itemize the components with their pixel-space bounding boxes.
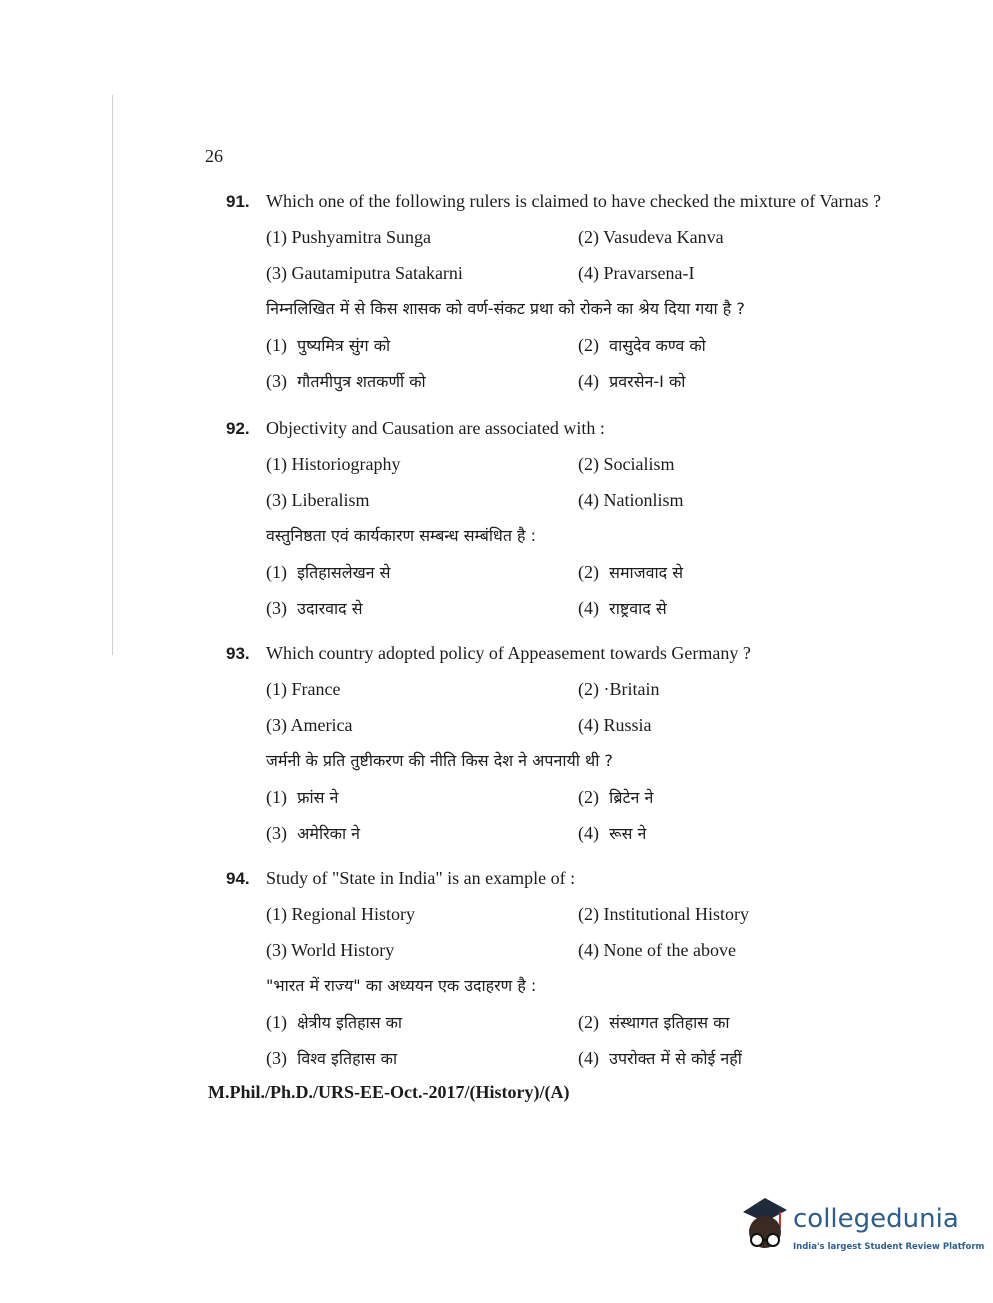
hindi-option-text: वासुदेव कण्व को — [609, 336, 706, 355]
hindi-option-text: गौतमीपुत्र शतकर्णी को — [297, 372, 426, 391]
hindi-option-2 — [578, 327, 706, 364]
logo-tagline: India's largest Student Review Platform — [793, 1242, 985, 1252]
option-4: (4) Russia — [578, 715, 652, 735]
question-91 — [226, 183, 926, 399]
hindi-option-text: उपरोक्त में से कोई नहीं — [609, 1049, 742, 1068]
option-1: (1) France — [266, 679, 341, 699]
hindi-option-text: प्रवरसेन-I को — [609, 372, 686, 391]
hindi-option-2 — [578, 554, 683, 591]
hindi-option-1 — [266, 327, 390, 364]
hindi-option-text: संस्थागत इतिहास का — [609, 1013, 730, 1032]
option-2: (2) Institutional History — [578, 904, 749, 924]
option-number: (2) — [578, 335, 599, 355]
question-text: Objectivity and Causation are associated with : — [266, 418, 605, 438]
hindi-option-4 — [578, 363, 685, 400]
question-92 — [226, 410, 926, 626]
hindi-option-text: ब्रिटेन ने — [609, 788, 654, 807]
hindi-option-text: समाजवाद से — [609, 563, 684, 582]
scan-edge-line — [112, 95, 113, 655]
option-2: (2) ·Britain — [578, 679, 660, 699]
option-number: (3) — [266, 1048, 287, 1068]
option-number: (4) — [578, 598, 599, 618]
hindi-question-text: निम्नलिखित में से किस शासक को वर्ण-संकट प्रथा को रोकने का श्रेय दिया गया है ? — [266, 299, 745, 318]
option-number: (4) — [578, 823, 599, 843]
question-text: Which country adopted policy of Appeasement towards Germany ? — [266, 643, 751, 663]
question-94 — [226, 860, 926, 1076]
option-1: (1) Pushyamitra Sunga — [266, 227, 431, 247]
hindi-option-text: अमेरिका ने — [297, 824, 361, 843]
exam-code-footer: M.Phil./Ph.D./URS-EE-Oct.-2017/(History)/(A) — [208, 1082, 570, 1102]
option-1: (1) Historiography — [266, 454, 401, 474]
hindi-option-text: राष्ट्रवाद से — [609, 599, 667, 618]
hindi-option-text: इतिहासलेखन से — [297, 563, 391, 582]
question-93 — [226, 635, 926, 851]
collegedunia-logo — [735, 1196, 985, 1266]
option-4: (4) None of the above — [578, 940, 736, 960]
option-number: (3) — [266, 823, 287, 843]
option-number: (2) — [578, 562, 599, 582]
hindi-option-3 — [266, 815, 360, 852]
option-number: (4) — [578, 371, 599, 391]
question-number: 92. — [226, 419, 250, 438]
option-3: (3) Gautamiputra Satakarni — [266, 263, 463, 283]
question-text: Study of "State in India" is an example of : — [266, 868, 576, 888]
page-number: 26 — [205, 146, 223, 166]
option-number: (4) — [578, 1048, 599, 1068]
option-number: (1) — [266, 335, 287, 355]
question-number: 94. — [226, 869, 250, 888]
hindi-option-2 — [578, 779, 653, 816]
hindi-option-2 — [578, 1004, 730, 1041]
hindi-option-text: रूस ने — [609, 824, 647, 843]
option-4: (4) Nationlism — [578, 490, 684, 510]
hindi-option-4 — [578, 815, 646, 852]
option-4: (4) Pravarsena-I — [578, 263, 695, 283]
hindi-option-3 — [266, 363, 426, 400]
question-number: 93. — [226, 644, 250, 663]
option-3: (3) World History — [266, 940, 395, 960]
hindi-option-text: फ्रांस ने — [297, 788, 339, 807]
mascot-icon — [735, 1196, 791, 1256]
option-1: (1) Regional History — [266, 904, 415, 924]
hindi-option-text: पुष्यमित्र सुंग को — [297, 336, 391, 355]
hindi-option-text: उदारवाद से — [297, 599, 363, 618]
option-2: (2) Socialism — [578, 454, 675, 474]
hindi-option-3 — [266, 590, 363, 627]
hindi-option-4 — [578, 590, 667, 627]
hindi-option-1 — [266, 779, 338, 816]
hindi-option-text: क्षेत्रीय इतिहास का — [297, 1013, 403, 1032]
option-3: (3) Liberalism — [266, 490, 370, 510]
hindi-option-4 — [578, 1040, 742, 1077]
hindi-option-1 — [266, 1004, 402, 1041]
option-number: (1) — [266, 787, 287, 807]
hindi-question-text: "भारत में राज्य" का अध्ययन एक उदाहरण है : — [266, 976, 537, 995]
option-number: (2) — [578, 787, 599, 807]
option-number: (3) — [266, 598, 287, 618]
hindi-question-text: वस्तुनिष्ठता एवं कार्यकारण सम्बन्ध सम्बंधित है : — [266, 526, 537, 545]
option-2: (2) Vasudeva Kanva — [578, 227, 724, 247]
hindi-question-text: जर्मनी के प्रति तुष्टीकरण की नीति किस देश ने अपनायी थी ? — [266, 751, 613, 770]
option-3: (3) America — [266, 715, 353, 735]
logo-name: collegedunia — [793, 1204, 959, 1234]
hindi-option-text: विश्व इतिहास का — [297, 1049, 398, 1068]
option-number: (3) — [266, 371, 287, 391]
option-number: (2) — [578, 1012, 599, 1032]
option-number: (1) — [266, 1012, 287, 1032]
hindi-option-3 — [266, 1040, 397, 1077]
question-text: Which one of the following rulers is claimed to have checked the mixture of Varnas ? — [266, 191, 881, 211]
hindi-option-1 — [266, 554, 390, 591]
option-number: (1) — [266, 562, 287, 582]
question-number: 91. — [226, 192, 250, 211]
